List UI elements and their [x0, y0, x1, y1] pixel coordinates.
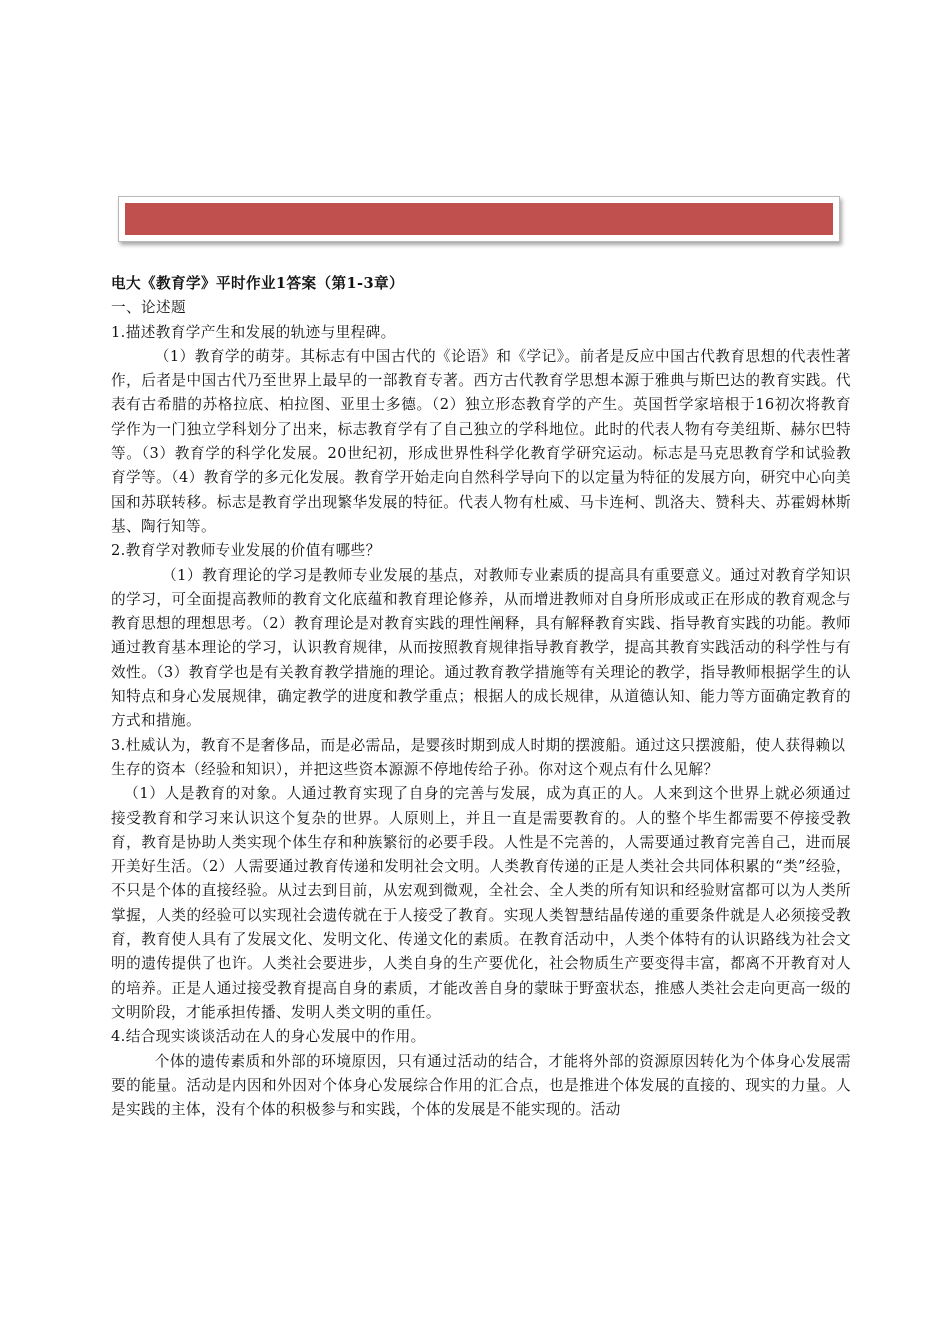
section-heading: 一、论述题 [111, 299, 186, 317]
answer-3: （1）人是教育的对象。人通过教育实现了自身的完善与发展，成为真正的人。人来到这个世界上就必须通过接受教育和学习来认识这个复杂的世界。人原则上，并且一直是需要教育的。人的整个毕生都需要不停接受教育，教育是协助人类实现个体生存和种族繁衍的必要手段。人性是不完善的，人需要通过教育完善自己，进而展开美好生活。（2）人需要通过教育传递和发明社会文明。人类教育传递的正是人类社会共同体积累的“类”经验，不只是个体的直接经验。从过去到目前，从宏观到微观，全社会、全人类的所有知识和经验财富都可以为人类所掌握，人类的经验可以实现社会遗传就在于人接受了教育。实现人类智慧结晶传递的重要条件就是人必须接受教育，教育使人具有了发展文化、发明文化、传递文化的素质。在教育活动中，人类个体特有的认识路线为社会文明的遗传提供了也许。人类社会要进步，人类自身的生产要优化，社会物质生产要变得丰富，都离不开教育对人的培养。正是人通过接受教育提高自身的素质，才能改善自身的蒙昧于野蛮状态，推感人类社会走向更高一级的文明阶段，才能承担传播、发明人类文明的重任。 [111, 785, 851, 1021]
answer-4: 个体的遗传素质和外部的环境原因，只有通过活动的结合，才能将外部的资源原因转化为个体身心发展需要的能量。活动是内因和外因对个体身心发展综合作用的汇合点，也是推进个体发展的直接的、现实的力量。人是实践的主体，没有个体的积极参与和实践，个体的发展是不能实现的。活动 [111, 1052, 851, 1119]
answer-1: （1）教育学的萌芽。其标志有中国古代的《论语》和《学记》。前者是反应中国古代教育思想的代表性著作，后者是中国古代乃至世界上最早的一部教育专著。西方古代教育学思想本源于雅典与斯巴达的教育实践。代表有古希腊的苏格拉底、柏拉图、亚里士多德。（2）独立形态教育学的产生。英国哲学家培根于16初次将教育学作为一门独立学科划分了出来，标志教育学有了自己独立的学科地位。此时的代表人物有夸美纽斯、赫尔巴特等。（3）教育学的科学化发展。20世纪初，形成世界性科学化教育学研究运动。标志是马克思教育学和试验教育学等。（4）教育学的多元化发展。教育学开始走向自然科学导向下的以定量为特征的发展方向，研究中心向美国和苏联转移。标志是教育学出现繁华发展的特征。代表人物有杜威、马卡连柯、凯洛夫、赞科夫、苏霍姆林斯基、陶行知等。 [111, 347, 851, 535]
document-body [111, 272, 851, 1122]
question-4: 4.结合现实谈谈活动在人的身心发展中的作用。 [111, 1028, 426, 1046]
header-banner [118, 196, 840, 242]
question-1: 1.描述教育学产生和发展的轨迹与里程碑。 [111, 323, 396, 341]
document-title: 电大《教育学》平时作业1答案（第1-3章） [111, 275, 405, 292]
question-3: 3.杜威认为，教育不是奢侈品，而是必需品，是婴孩时期到成人时期的摆渡船。通过这只摆渡船，使人获得赖以生存的资本（经验和知识），并把这些资本源源不停地传给子孙。你对这个观点有什么见解？ [111, 736, 846, 778]
question-2: 2.教育学对教师专业发展的价值有哪些？ [111, 542, 381, 560]
answer-2: （1）教育理论的学习是教师专业发展的基点，对教师专业素质的提高具有重要意义。通过对教育学知识的学习，可全面提高教师的教育文化底蕴和教育理论修养，从而增进教师对自身所形成或正在形成的教育观念与教育思想的理想思考。（2）教育理论是对教育实践的理性阐释，具有解释教育实践、指导教育实践的功能。教师通过教育基本理论的学习，认识教育规律，从而按照教育规律指导教育教学，提高其教育实践活动的科学性与有效性。（3）教育学也是有关教育教学措施的理论。通过教育教学措施等有关理论的教学，指导教师根据学生的认知特点和身心发展规律，确定教学的进度和教学重点；根据人的成长规律，从道德认知、能力等方面确定教育的方式和措施。 [111, 566, 851, 730]
banner-red-bar [125, 203, 833, 235]
